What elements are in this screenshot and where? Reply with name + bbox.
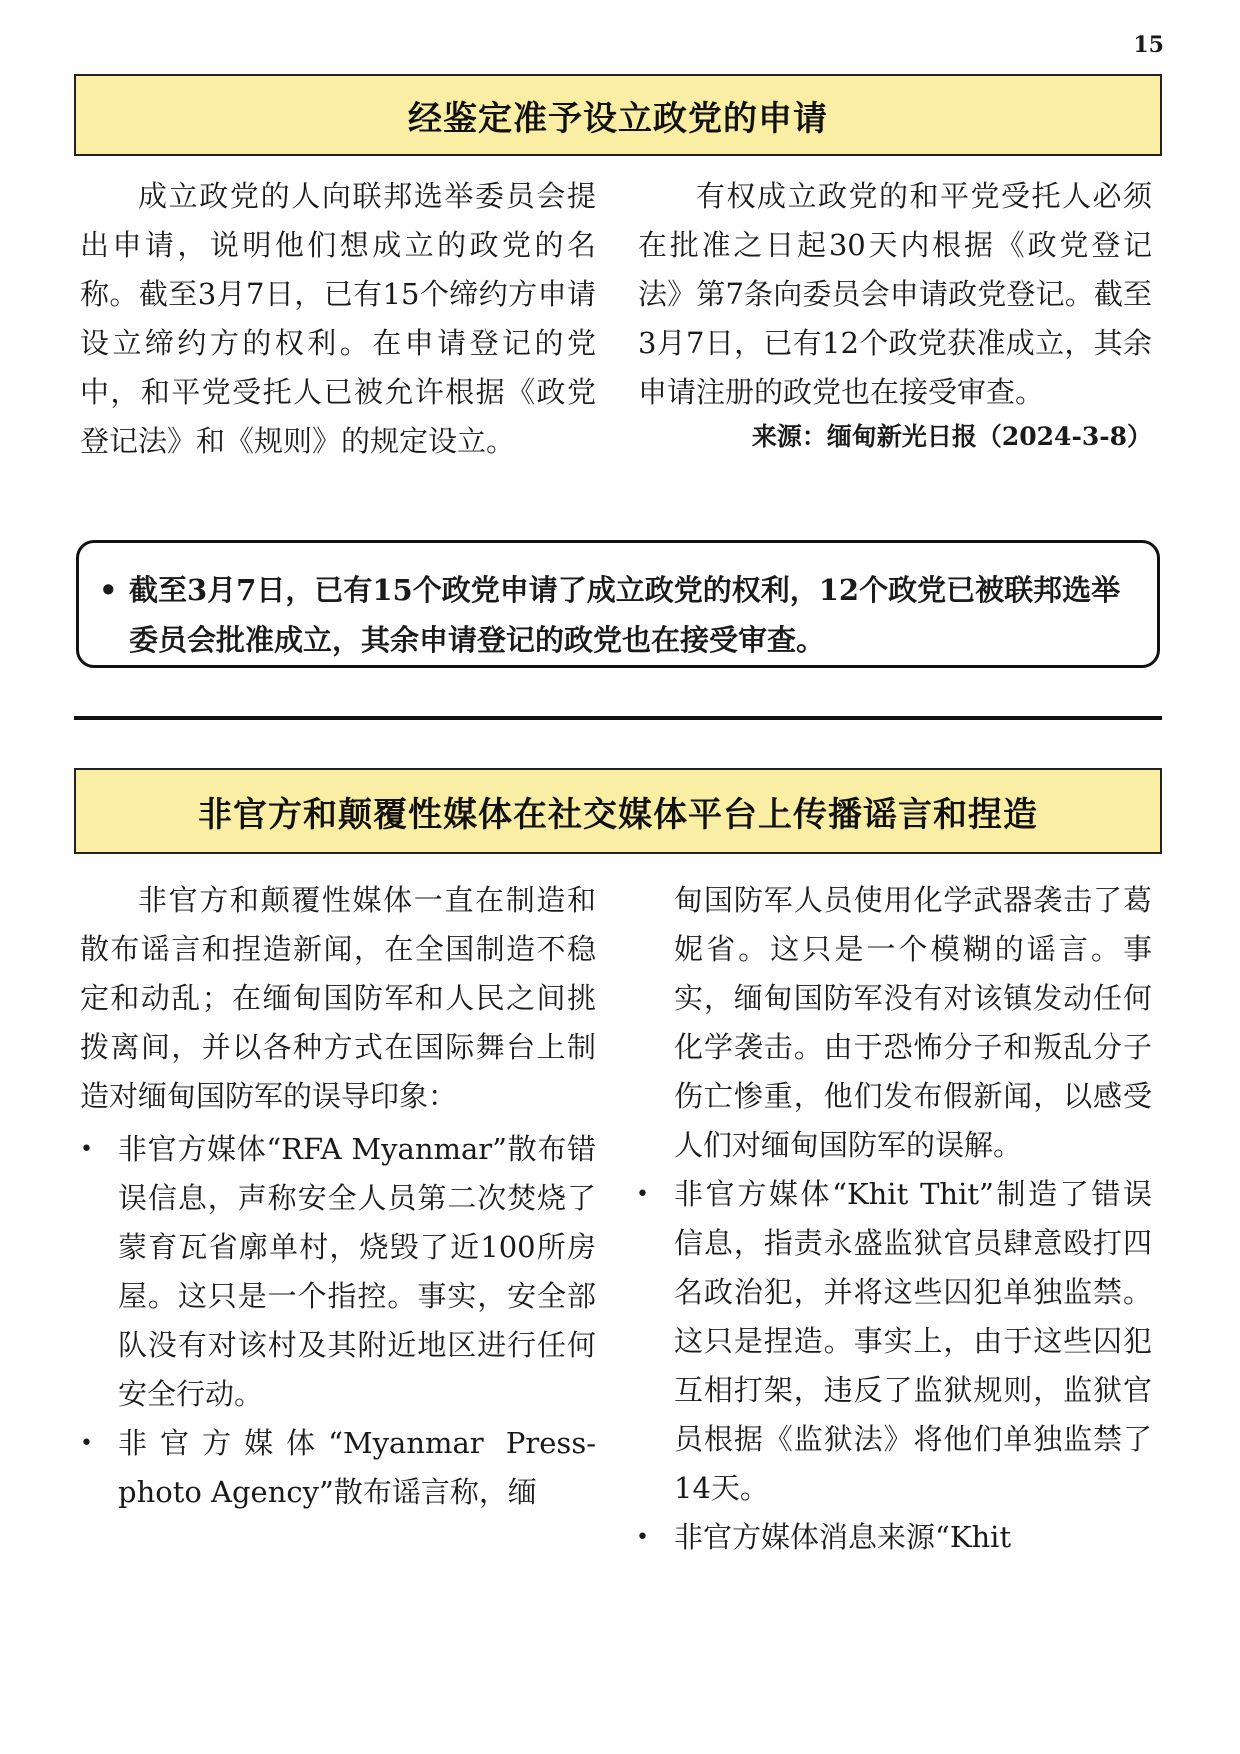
section2-column-left [80, 876, 596, 1517]
section2-column-right [636, 876, 1152, 1562]
bullet-text-press-photo-cont: 甸国防军人员使用化学武器袭击了葛妮省。这只是一个模糊的谣言。事实，缅甸国防军没有对该镇发动任何化学袭击。由于恐怖分子和叛乱分子伤亡惨重，他们发布假新闻，以感受人们对缅甸国防军的误解。 [674, 883, 1152, 1162]
bullet-icon: • [99, 573, 118, 607]
bullet-icon: • [80, 1137, 93, 1162]
section2-title: 非官方和颠覆性媒体在社交媒体平台上传播谣言和捏造 [74, 768, 1162, 854]
bullet-icon: • [636, 1525, 649, 1550]
list-item [80, 1419, 596, 1517]
bullet-icon: • [80, 1431, 93, 1456]
bullet-text-khit-thit: 非官方媒体“Khit Thit”制造了错误信息，指责永盛监狱官员肆意殴打四名政治犯，并将这些囚犯单独监禁。这只是捏造。事实上，由于这些囚犯互相打架，违反了监狱规则，监狱官员根据《监狱法》将他们单独监禁了14天。 [674, 1177, 1152, 1505]
list-item [636, 1513, 1152, 1562]
summary-box [76, 540, 1160, 668]
source-citation: 来源：缅甸新光日报（2024-3-8） [751, 422, 1152, 451]
bullet-text-press-photo: 非官方媒体“Myanmar Press-photo Agency”散布谣言称，缅 [118, 1426, 596, 1509]
section1-column-right [638, 172, 1152, 457]
section1-paragraph-2: 有权成立政党的和平党受托人必须在批准之日起30天内根据《政党登记法》第7条向委员会申请政党登记。截至3月7日，已有12个政党获准成立，其余申请注册的政党也在接受审查。 [638, 179, 1152, 409]
summary-text: 截至3月7日，已有15个政党申请了成立政党的权利，12个政党已被联邦选举委员会批准成立，其余申请登记的政党也在接受审查。 [129, 573, 1121, 657]
bullet-icon: • [636, 1182, 649, 1207]
bullet-text-source: 非官方媒体消息来源“Khit [674, 1520, 1012, 1554]
list-item-continued [636, 876, 1152, 1170]
section1-title: 经鉴定准予设立政党的申请 [74, 74, 1162, 156]
list-item [636, 1170, 1152, 1513]
bullet-text-rfa: 非官方媒体“RFA Myanmar”散布错误信息，声称安全人员第二次焚烧了蒙育瓦省廓单村，烧毁了近100所房屋。这只是一个指控。事实，安全部队没有对该村及其附近地区进行任何安全行动。 [118, 1132, 596, 1411]
section-divider [74, 716, 1162, 720]
section2-intro: 非官方和颠覆性媒体一直在制造和散布谣言和捏造新闻，在全国制造不稳定和动乱；在缅甸国防军和人民之间挑拨离间，并以各种方式在国际舞台上制造对缅甸国防军的误导印象： [80, 883, 596, 1113]
section1-paragraph-1: 成立政党的人向联邦选举委员会提出申请，说明他们想成立的政党的名称。截至3月7日，已有15个缔约方申请设立缔约方的权利。在申请登记的党中，和平党受托人已被允许根据《政党登记法》和《规则》的规定设立。 [80, 179, 596, 458]
list-item [80, 1125, 596, 1419]
section1-column-left [80, 172, 596, 466]
page-number: 15 [1133, 32, 1164, 58]
